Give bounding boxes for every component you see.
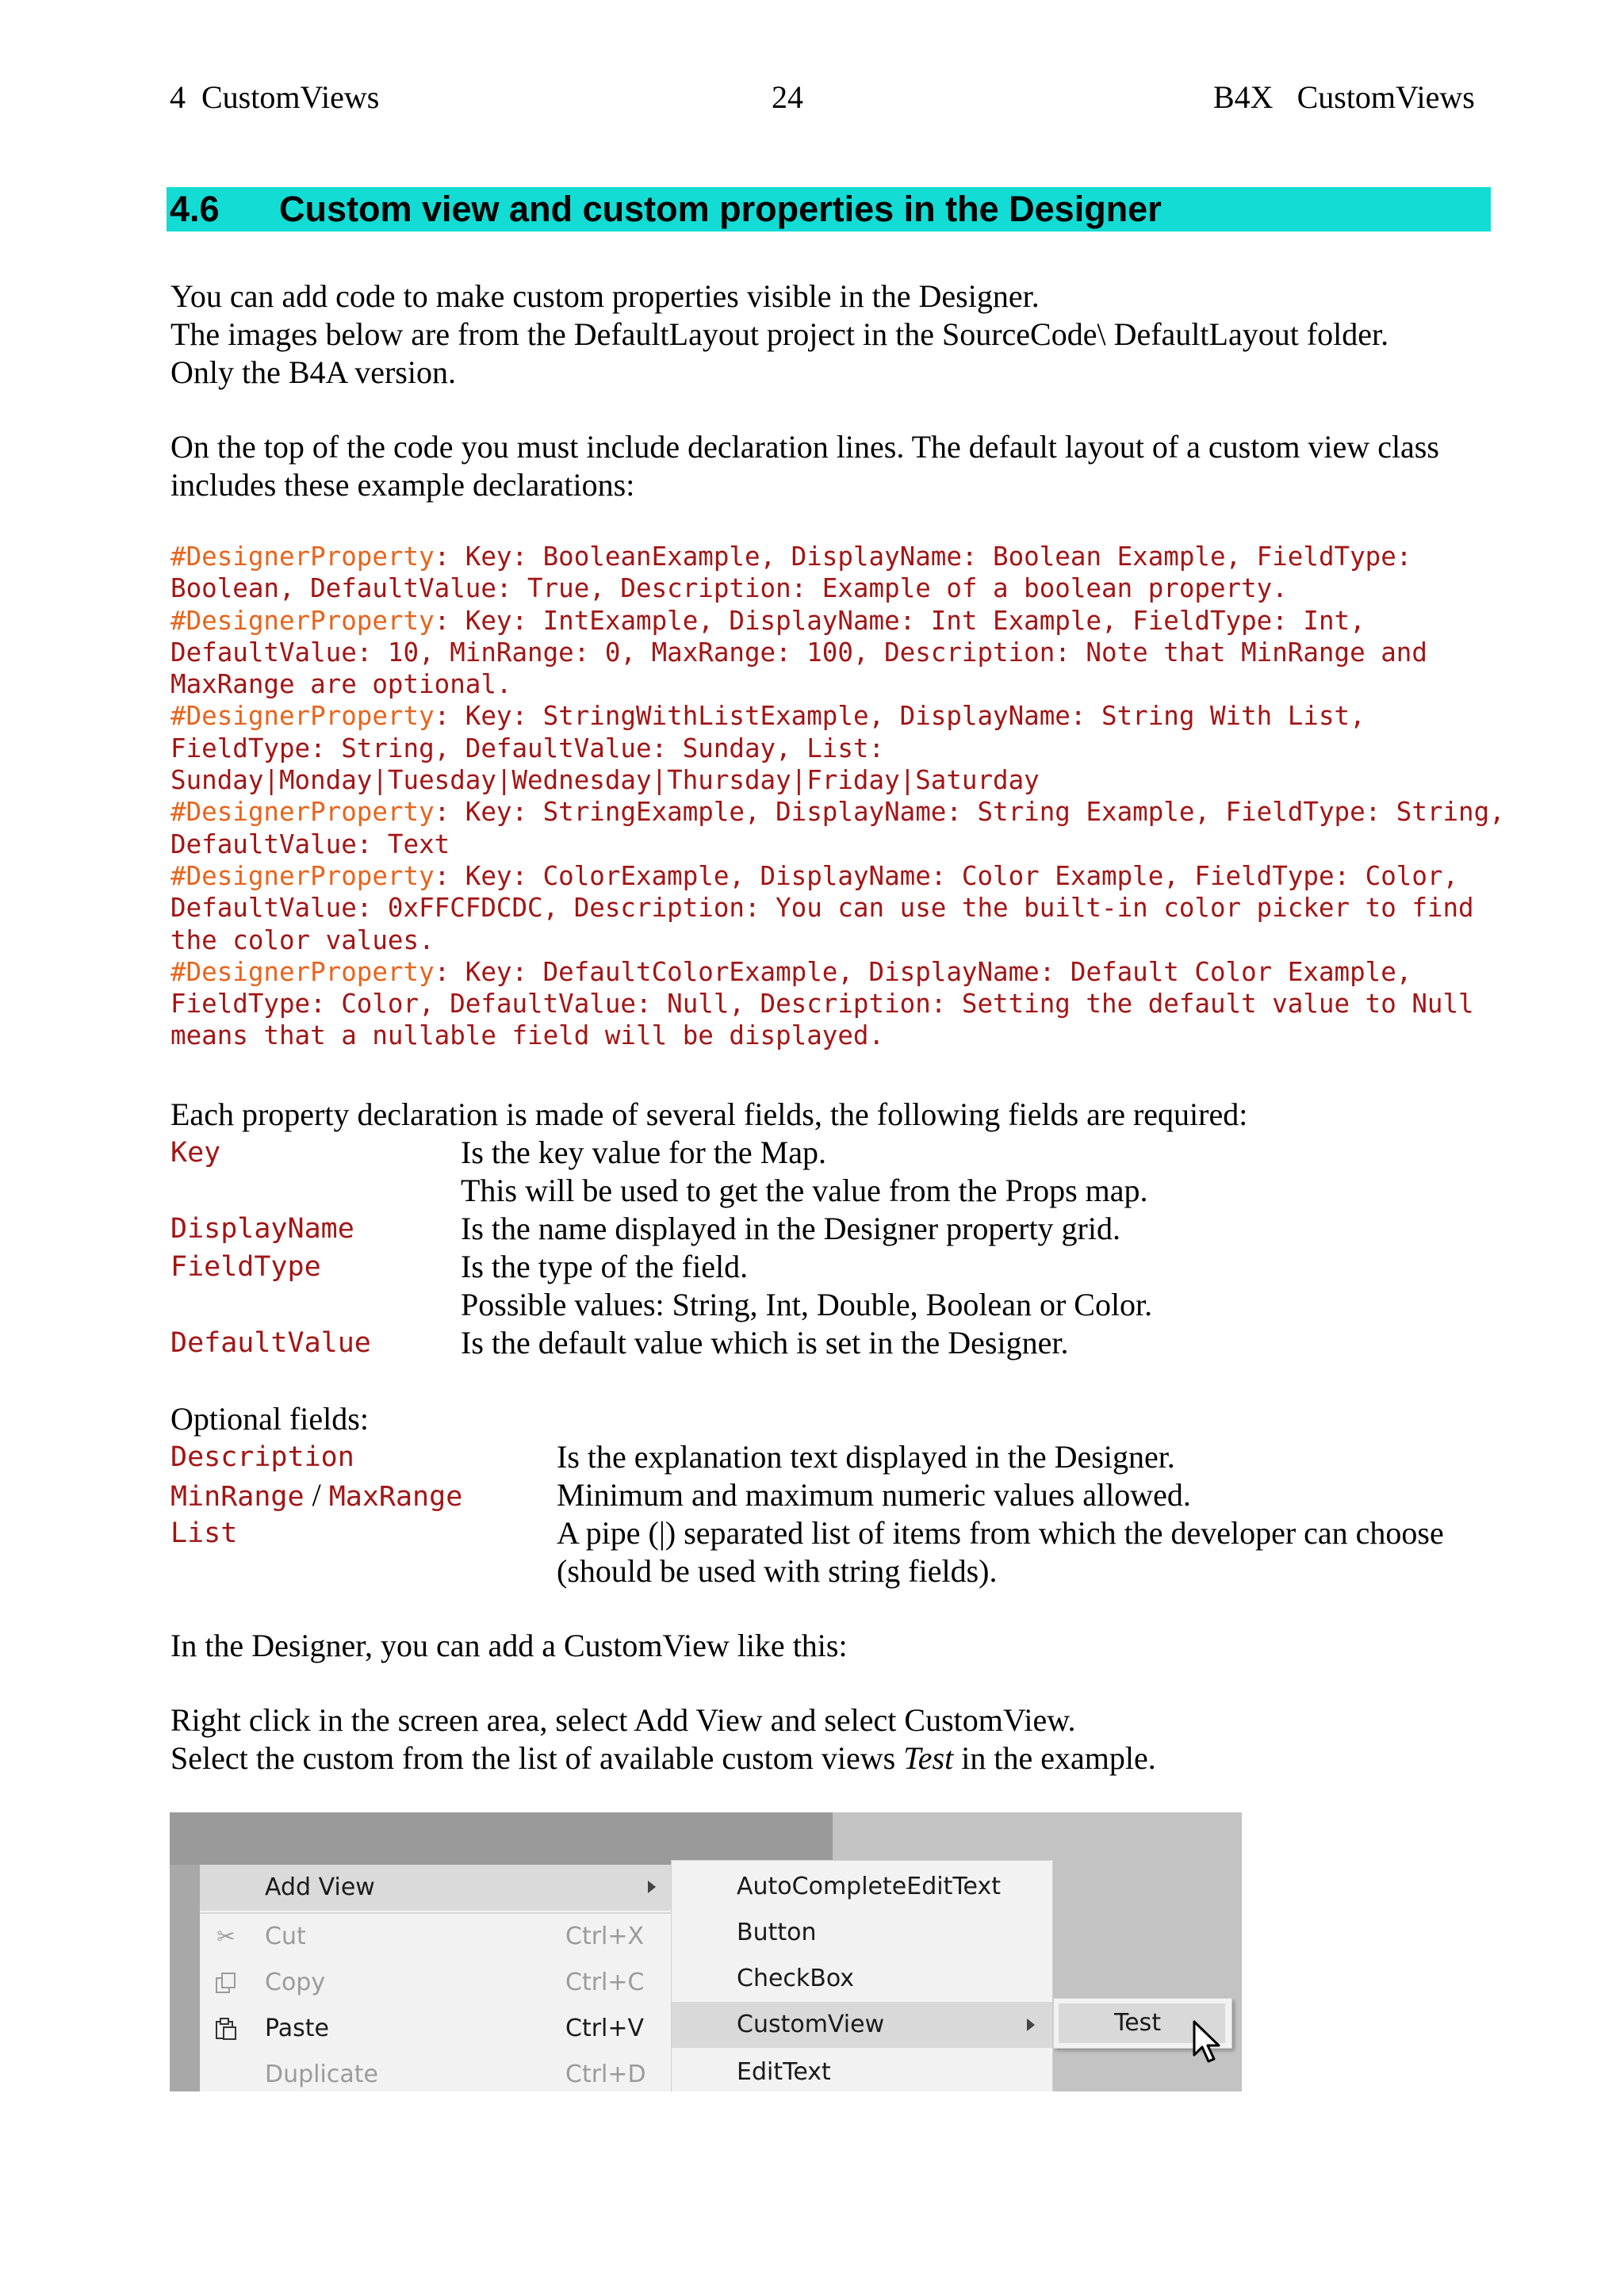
field-desc: Minimum and maximum numeric values allowed. bbox=[557, 1477, 1191, 1513]
field-desc: (should be used with string fields). bbox=[557, 1553, 998, 1589]
code-directive: #DesignerProperty bbox=[170, 797, 435, 828]
code-line bbox=[170, 605, 1503, 637]
code-directive: #DesignerProperty bbox=[170, 541, 435, 572]
menu-item-shortcut: Ctrl+V bbox=[565, 2015, 645, 2042]
field-name: FieldType bbox=[170, 1251, 321, 1283]
code-text: DefaultValue: 10, MinRange: 0, MaxRange: 100, Description: Note that MinRange and bbox=[170, 637, 1427, 668]
menu-item-customview[interactable] bbox=[672, 2002, 1052, 2048]
submenu-arrow-icon bbox=[1027, 2019, 1035, 2031]
code-text: : Key: BooleanExample, DisplayName: Boolean Example, FieldType: bbox=[434, 541, 1412, 572]
code-text: means that a nullable field will be displayed. bbox=[170, 1020, 885, 1051]
menu-item-checkbox[interactable] bbox=[672, 1956, 1052, 2002]
text-run: Select the custom from the list of available custom views bbox=[170, 1740, 904, 1776]
section-number: 4.6 bbox=[170, 189, 220, 229]
code-line bbox=[170, 572, 1503, 604]
code-line bbox=[170, 892, 1503, 924]
code-line bbox=[170, 733, 1503, 764]
menu-item-label: AutoCompleteEditText bbox=[737, 1873, 1002, 1900]
code-directive: #DesignerProperty bbox=[170, 701, 435, 732]
field-name-minmax bbox=[170, 1476, 462, 1516]
code-text: the color values. bbox=[170, 924, 435, 955]
code-line bbox=[170, 924, 1503, 956]
context-menu bbox=[200, 1865, 672, 2091]
code-directive: #DesignerProperty bbox=[170, 860, 435, 891]
menu-item-label: Test bbox=[1114, 2009, 1162, 2037]
field-name: DisplayName bbox=[170, 1213, 354, 1245]
page-number: 24 bbox=[772, 79, 803, 115]
scissors-icon: ✂ bbox=[216, 1923, 236, 1950]
menu-item-add-view[interactable] bbox=[200, 1865, 671, 1911]
top-paragraph-line-1: On the top of the code you must include declaration lines. The default layout of a custom view class bbox=[170, 429, 1439, 465]
menu-item-label: Button bbox=[737, 1919, 817, 1946]
field-name-sep: / bbox=[304, 1477, 329, 1513]
code-line bbox=[170, 637, 1503, 668]
code-line bbox=[170, 700, 1503, 732]
menu-item-label: Paste bbox=[265, 2015, 329, 2042]
screenshot-background bbox=[170, 1865, 200, 2091]
code-directive: #DesignerProperty bbox=[170, 605, 435, 636]
menu-item-autocompleteedittext[interactable] bbox=[672, 1864, 1052, 1910]
menu-item-duplicate[interactable] bbox=[200, 2052, 671, 2091]
intro-line-2: The images below are from the DefaultLayout project in the SourceCode\ DefaultLayout folder. bbox=[170, 316, 1389, 352]
menu-item-edittext[interactable] bbox=[672, 2049, 1052, 2091]
text-run: in the example. bbox=[953, 1740, 1156, 1776]
code-line bbox=[170, 956, 1503, 988]
menu-item-label: Copy bbox=[265, 1969, 326, 1996]
code-text: : Key: DefaultColorExample, DisplayName: Default Color Example, bbox=[434, 956, 1412, 987]
top-paragraph-line-2: includes these example declarations: bbox=[170, 467, 635, 503]
field-name: List bbox=[170, 1517, 238, 1549]
menu-item-label: Add View bbox=[265, 1873, 375, 1901]
code-text: MaxRange are optional. bbox=[170, 669, 512, 700]
code-directive: #DesignerProperty bbox=[170, 956, 435, 987]
menu-item-shortcut: Ctrl+D bbox=[565, 2061, 646, 2088]
section-heading bbox=[167, 187, 1491, 232]
code-line bbox=[170, 668, 1503, 700]
submenu-arrow-icon bbox=[648, 1881, 656, 1893]
code-text: : Key: IntExample, DisplayName: Int Example, FieldType: Int, bbox=[434, 605, 1365, 636]
required-intro: Each property declaration is made of several fields, the following fields are required: bbox=[170, 1096, 1248, 1132]
paste-icon bbox=[214, 2017, 238, 2041]
menu-item-label: Cut bbox=[265, 1923, 306, 1950]
field-desc: Is the type of the field. bbox=[461, 1249, 749, 1284]
code-line bbox=[170, 860, 1503, 892]
code-line bbox=[170, 796, 1503, 828]
right-click-line-2 bbox=[170, 1739, 1156, 1777]
code-text: FieldType: String, DefaultValue: Sunday, List: bbox=[170, 733, 885, 763]
code-line bbox=[170, 764, 1503, 796]
code-line bbox=[170, 1020, 1503, 1051]
field-desc: Possible values: String, Int, Double, Boolean or Color. bbox=[461, 1287, 1153, 1322]
field-desc: Is the key value for the Map. bbox=[461, 1135, 826, 1170]
code-block bbox=[170, 541, 1503, 1052]
right-click-line-1: Right click in the screen area, select Add View and select CustomView. bbox=[170, 1702, 1076, 1738]
emphasis-test: Test bbox=[903, 1740, 954, 1776]
code-text: FieldType: Color, DefaultValue: Null, Description: Setting the default value to Null bbox=[170, 989, 1474, 1020]
field-row-list-cont bbox=[170, 1552, 998, 1628]
field-name: Description bbox=[170, 1441, 354, 1473]
code-text: Sunday|Monday|Tuesday|Wednesday|Thursday|Friday|Saturday bbox=[170, 765, 1040, 796]
field-name: DefaultValue bbox=[170, 1327, 371, 1359]
menu-item-shortcut: Ctrl+C bbox=[565, 1969, 645, 1996]
menu-item-paste[interactable] bbox=[200, 2006, 671, 2052]
code-text: DefaultValue: Text bbox=[170, 828, 450, 859]
menu-item-shortcut: Ctrl+X bbox=[565, 1923, 645, 1950]
field-desc: This will be used to get the value from the Props map. bbox=[461, 1173, 1148, 1208]
intro-line-3: Only the B4A version. bbox=[170, 354, 456, 390]
menu-item-label: CustomView bbox=[737, 2011, 885, 2038]
code-text: : Key: StringWithListExample, DisplayName: String With List, bbox=[434, 701, 1365, 732]
menu-item-label: EditText bbox=[737, 2058, 831, 2086]
code-line bbox=[170, 988, 1503, 1020]
screenshot-background bbox=[170, 1812, 833, 1865]
section-title: Custom view and custom properties in the Designer bbox=[279, 189, 1162, 229]
menu-item-button[interactable] bbox=[672, 1910, 1052, 1956]
optional-title: Optional fields: bbox=[170, 1401, 369, 1437]
field-name-max: MaxRange bbox=[328, 1481, 463, 1513]
code-text: Boolean, DefaultValue: True, Description: Example of a boolean property. bbox=[170, 573, 1288, 604]
code-line bbox=[170, 541, 1503, 572]
intro-line-1: You can add code to make custom properties visible in the Designer. bbox=[170, 278, 1040, 314]
code-line bbox=[170, 828, 1503, 860]
field-desc: Is the default value which is set in the Designer. bbox=[461, 1325, 1069, 1360]
copy-icon bbox=[214, 1971, 238, 1995]
menu-item-label: CheckBox bbox=[737, 1965, 855, 1992]
header-book-title: B4X CustomViews bbox=[1213, 79, 1475, 115]
field-desc: Is the name displayed in the Designer property grid. bbox=[461, 1211, 1120, 1246]
code-text: : Key: StringExample, DisplayName: String Example, FieldType: String, bbox=[434, 797, 1505, 828]
field-desc: A pipe (|) separated list of items from which the developer can choose bbox=[557, 1515, 1444, 1551]
menu-item-cut[interactable] bbox=[200, 1914, 671, 1960]
code-text: DefaultValue: 0xFFCFDCDC, Description: You can use the built-in color picker to find bbox=[170, 893, 1474, 924]
header-chapter: 4 CustomViews bbox=[170, 79, 380, 115]
designer-screenshot bbox=[170, 1812, 1242, 2091]
code-text: : Key: ColorExample, DisplayName: Color Example, FieldType: Color, bbox=[434, 860, 1459, 891]
menu-item-label: Duplicate bbox=[265, 2061, 378, 2088]
field-name: Key bbox=[170, 1137, 221, 1169]
field-name-min: MinRange bbox=[170, 1481, 304, 1513]
menu-item-copy[interactable] bbox=[200, 1960, 671, 2006]
views-submenu bbox=[671, 1860, 1053, 2091]
mouse-pointer-icon bbox=[1193, 2020, 1224, 2071]
designer-line: In the Designer, you can add a CustomView like this: bbox=[170, 1628, 848, 1663]
field-desc: Is the explanation text displayed in the Designer. bbox=[557, 1439, 1175, 1475]
